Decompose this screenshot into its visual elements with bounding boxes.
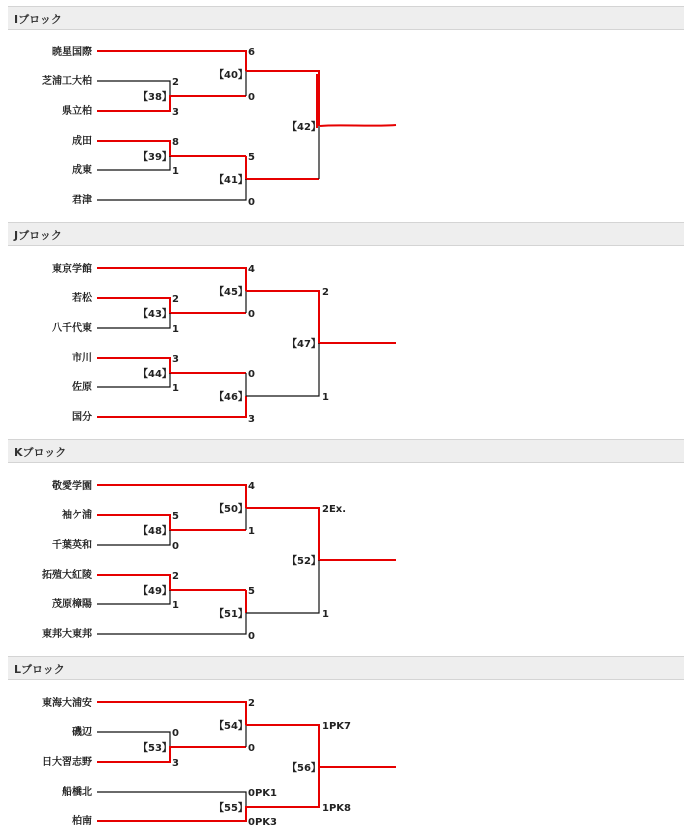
match-score: 1	[172, 383, 179, 394]
match-score: 2Ex.	[322, 504, 347, 515]
match-score: 1	[322, 392, 329, 403]
match-label: 【47】	[287, 339, 321, 350]
block-header-l	[8, 656, 684, 680]
block-title: Lブロック	[14, 663, 65, 676]
team-name: 船橋北	[62, 787, 92, 798]
match-label: 【43】	[138, 309, 172, 320]
match-score: 0	[172, 541, 179, 552]
bracket-diagram-k	[0, 464, 691, 654]
block-title: Iブロック	[14, 13, 62, 26]
match-score: 0	[248, 631, 255, 642]
team-name: 東邦大東邦	[42, 629, 92, 640]
team-name: 国分	[72, 412, 92, 423]
match-label: 【56】	[287, 763, 321, 774]
match-label: 【44】	[138, 369, 172, 380]
match-score: 3	[172, 107, 179, 118]
bracket-j	[0, 247, 691, 437]
block-header-k	[8, 439, 684, 463]
match-score: 1PK8	[322, 803, 351, 814]
team-name: 敬愛学園	[52, 481, 92, 492]
bracket-diagram-i	[0, 30, 691, 220]
match-score: 4	[248, 264, 255, 275]
block-title: Kブロック	[14, 446, 67, 459]
match-score: 1	[172, 166, 179, 177]
match-score: 0	[248, 309, 255, 320]
match-label: 【53】	[138, 743, 172, 754]
match-score: 1	[248, 526, 255, 537]
bracket-diagram-j	[0, 247, 691, 437]
team-name: 暁星国際	[52, 47, 92, 58]
team-name: 東海大浦安	[42, 698, 92, 709]
team-name: 成東	[72, 165, 92, 176]
match-score: 5	[248, 586, 255, 597]
match-label: 【48】	[138, 526, 172, 537]
block-header-i	[8, 6, 684, 30]
bracket-line	[246, 291, 396, 343]
team-name: 佐原	[72, 382, 92, 393]
match-score: 0	[248, 92, 255, 103]
match-score: 2	[322, 287, 329, 298]
bracket-diagram-l	[0, 681, 691, 833]
match-label: 【38】	[138, 92, 172, 103]
bracket-i	[0, 30, 691, 220]
match-label: 【49】	[138, 586, 172, 597]
team-name: 若松	[72, 293, 92, 304]
match-score: 0	[248, 369, 255, 380]
match-label: 【51】	[214, 609, 248, 620]
team-name: 東京学館	[52, 264, 92, 275]
match-label: 【55】	[214, 803, 248, 814]
match-score: 2	[172, 294, 179, 305]
match-label: 【40】	[214, 70, 248, 81]
match-label: 【52】	[287, 556, 321, 567]
match-score: 2	[172, 77, 179, 88]
team-name: 成田	[72, 136, 92, 147]
match-score: 1	[322, 609, 329, 620]
match-score: 0PK3	[248, 817, 277, 828]
match-score: 3	[248, 414, 255, 425]
match-score: 0	[248, 197, 255, 208]
match-label: 【54】	[214, 721, 248, 732]
match-score: 0	[248, 743, 255, 754]
team-name: 日大習志野	[42, 757, 92, 768]
match-label: 【41】	[214, 175, 248, 186]
match-score: 8	[172, 137, 179, 148]
match-score: 1	[172, 600, 179, 611]
match-score: 5	[172, 511, 179, 522]
match-label: 【50】	[214, 504, 248, 515]
match-score: 2	[248, 698, 255, 709]
match-score: 4	[248, 481, 255, 492]
bracket-line	[246, 71, 319, 126]
match-score: 0PK1	[248, 788, 277, 799]
team-name: 茂原樟陽	[52, 599, 92, 610]
match-label: 【39】	[138, 152, 172, 163]
bracket-line	[246, 156, 319, 179]
match-label: 【46】	[214, 392, 248, 403]
match-score: 5	[248, 152, 255, 163]
team-name: 君津	[72, 195, 92, 206]
match-label: 【45】	[214, 287, 248, 298]
team-name: 千葉英和	[52, 540, 92, 551]
team-name: 八千代東	[52, 323, 92, 334]
team-name: 柏南	[72, 816, 92, 827]
team-name: 県立柏	[62, 106, 92, 117]
match-score: 2	[172, 571, 179, 582]
match-score: 3	[172, 758, 179, 769]
bracket-line	[97, 51, 246, 71]
match-label: 【42】	[287, 122, 321, 133]
team-name: 拓殖大紅陵	[42, 570, 92, 581]
bracket-line	[246, 343, 319, 396]
team-name: 芝浦工大柏	[42, 76, 92, 87]
bracket-line	[317, 74, 396, 128]
block-title: Jブロック	[14, 229, 62, 242]
team-name: 袖ケ浦	[62, 510, 92, 521]
match-score: 6	[248, 47, 255, 58]
bracket-line	[246, 560, 319, 613]
team-name: 市川	[72, 353, 92, 364]
bracket-line	[246, 725, 319, 767]
team-name: 磯辺	[72, 727, 92, 738]
match-score: 3	[172, 354, 179, 365]
match-score: 0	[172, 728, 179, 739]
match-score: 1PK7	[322, 721, 351, 732]
bracket-line	[246, 508, 396, 560]
block-header-j	[8, 222, 684, 246]
bracket-l	[0, 681, 691, 833]
bracket-k	[0, 464, 691, 654]
match-score: 1	[172, 324, 179, 335]
